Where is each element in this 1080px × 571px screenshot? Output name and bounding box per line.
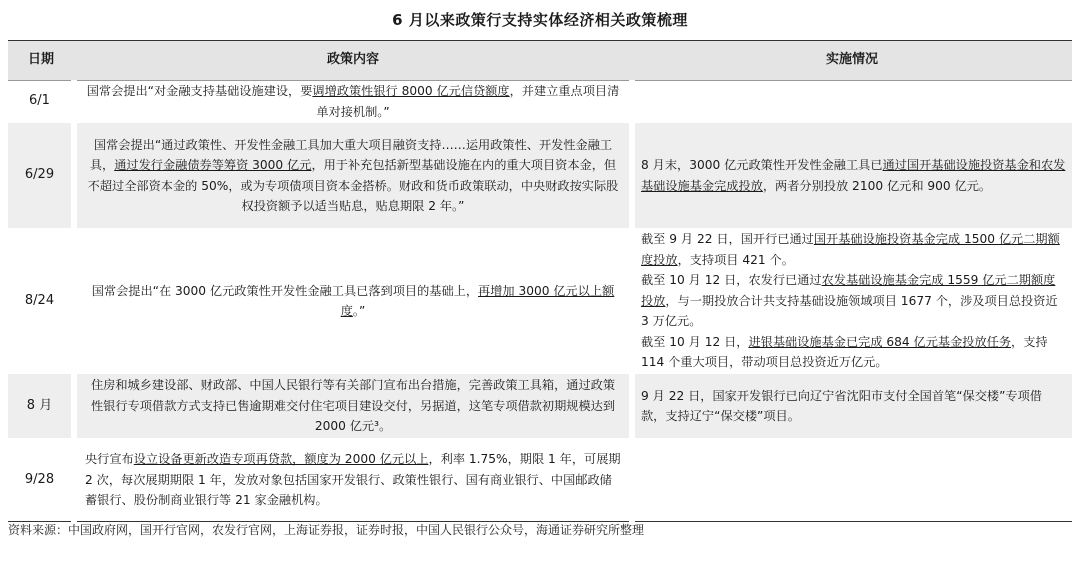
text-run: 截至 9 月 22 日，国开行已通过 (641, 232, 814, 247)
text-run: ，用于补充包括新型基础设施在内的重大项目资本金，但不超过全部资本金的 50%，或为专项债项目资本金搭桥。财政和货币政策联动，中央财政按实际股权投资额予以适当贴息，贴息期限 2 年。” (87, 158, 619, 213)
text-run: ，利率 1.75%，期限 1 年，可展期 2 次，每次展期期限 1 年，发放对象包括国家开发银行、政策性银行、国有商业银行、中国邮政储蓄银行、股份制商业银行等 21 家金融机构。 (85, 452, 621, 508)
row-date: 8/24 (8, 229, 74, 374)
text-run: 8 月末，3000 亿元政策性开发性金融工具已 (641, 158, 883, 172)
text-run: 国常会提出“对金融支持基础设施建设，要 (86, 84, 313, 98)
policy-table (8, 40, 1072, 522)
row-status (632, 374, 1072, 439)
status-paragraph (641, 229, 1066, 270)
text-run: ，并建立重点项目清单对接机制。” (316, 84, 620, 119)
table-row (8, 123, 1072, 229)
text-run: ，两者分别投放 2100 亿元和 900 亿元。 (762, 178, 992, 193)
header-content: 政策内容 (74, 41, 632, 81)
row-status (632, 439, 1072, 522)
table-row (8, 81, 1072, 123)
status-paragraph (641, 155, 1066, 196)
row-status (632, 81, 1072, 123)
table-row (8, 374, 1072, 439)
table-title: 6 月以来政策行支持实体经济相关政策梳理 (392, 11, 688, 29)
source-note: 资料来源：中国政府网，国开行官网，农发行官网，上海证券报，证券时报，中国人民银行公众号，海通证券研究所整理 (8, 523, 645, 537)
row-date: 8 月 (8, 374, 74, 439)
text-run: ，与一期投放合计共支持基础设施领域项目 1677 个，涉及项目总投资近 3 万亿元。 (641, 293, 1058, 329)
underlined-text: 通过国开基础设施投资基金和农发基础设施基金完成投放 (641, 158, 1066, 193)
row-content (74, 229, 632, 374)
text-run: ，支持 114 个重大项目，带动项目总投资近万亿元。 (641, 334, 1048, 370)
row-content (74, 374, 632, 439)
header-status: 实施情况 (632, 41, 1072, 81)
header-date: 日期 (8, 41, 74, 81)
row-date: 6/29 (8, 123, 74, 229)
row-date: 9/28 (8, 439, 74, 522)
text-run: 住房和城乡建设部、财政部、中国人民银行等有关部门宣布出台措施，完善政策工具箱，通过政策性银行专项借款方式支持已售逾期难交付住宅项目建设交付，另据道，这笔专项借款初期规模达到 2000 亿元³。 (90, 378, 616, 434)
underlined-text: 农发基础设施基金完成 1559 亿元二期额度投放 (641, 273, 1056, 308)
status-paragraph (641, 270, 1066, 332)
row-status (632, 123, 1072, 229)
underlined-text: 调增政策性银行 8000 亿元信贷额度 (312, 84, 510, 98)
text-run: 国常会提出“在 3000 亿元政策性开发性金融工具已落到项目的基础上， (91, 283, 479, 298)
text-run: 截至 10 月 12 日，农发行已通过 (641, 273, 822, 288)
row-status (632, 229, 1072, 374)
underlined-text: 国开基础设施投资基金完成 1500 亿元二期额度投放 (641, 232, 1060, 267)
row-content (74, 81, 632, 123)
text-run: ，支持项目 421 个。 (677, 252, 794, 267)
underlined-text: 进银基础设施基金已完成 684 亿元基金投放任务 (748, 334, 1012, 349)
status-paragraph (641, 332, 1066, 373)
text-run: 。” (352, 304, 366, 318)
table-row (8, 229, 1072, 374)
row-content (74, 439, 632, 522)
underlined-text: 再增加 3000 亿元以上额度 (340, 283, 615, 318)
text-run: 央行宣布 (85, 452, 134, 467)
underlined-text: 设立设备更新改造专项再贷款，额度为 2000 亿元以上 (133, 452, 429, 467)
row-content (74, 123, 632, 229)
row-date: 6/1 (8, 81, 74, 123)
text-run: 截至 10 月 12 日， (641, 334, 749, 349)
table-header-row (8, 41, 1072, 81)
underlined-text: 通过发行金融债券等筹资 3000 亿元 (114, 158, 312, 172)
table-row (8, 439, 1072, 522)
text-run: 国常会提出“通过政策性、开发性金融工具加大重大项目融资支持……运用政策性、开发性金融工具， (89, 137, 613, 172)
text-run: 9 月 22 日，国家开发银行已向辽宁省沈阳市支付全国首笔“保交楼”专项借款，支持辽宁“保交楼”项目。 (641, 388, 1042, 423)
status-paragraph (641, 386, 1066, 427)
